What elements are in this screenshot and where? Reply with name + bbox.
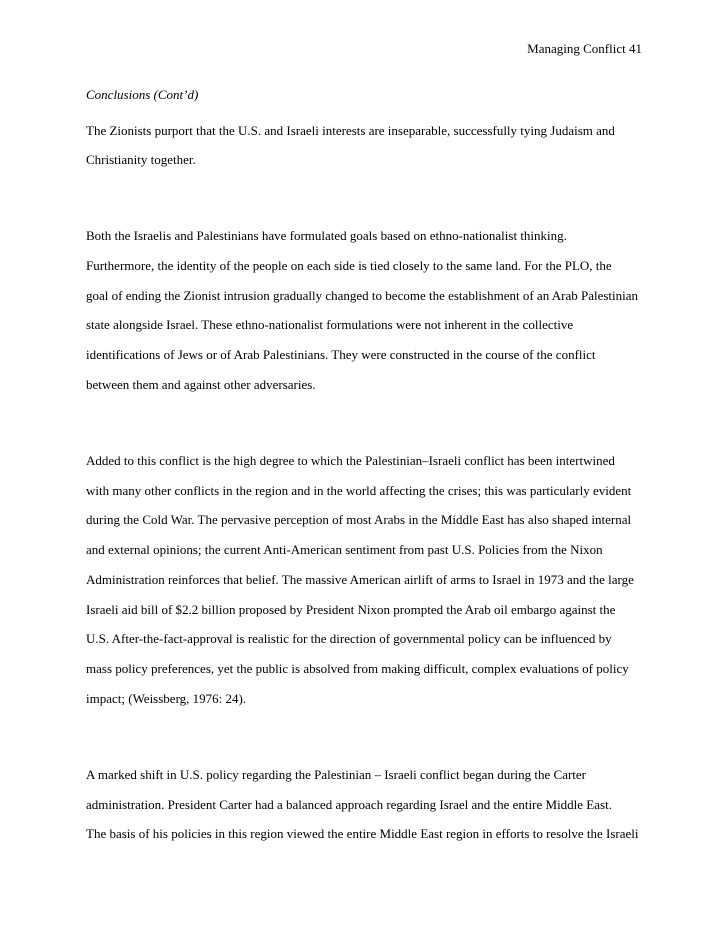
paragraph-2-line: goal of ending the Zionist intrusion gradually changed to become the establishment of an Arab Palestinian (86, 288, 639, 303)
paragraph-3-line: with many other conflicts in the region and in the world affecting the crises; this was particularly evident (86, 483, 632, 498)
paragraph-2-line: between them and against other adversaries. (86, 377, 316, 392)
paragraph-4-line: administration. President Carter had a balanced approach regarding Israel and the entire Middle East. (86, 797, 612, 812)
section-heading: Conclusions (Cont’d) (86, 87, 199, 102)
paragraph-3-line: and external opinions; the current Anti-American sentiment from past U.S. Policies from the Nixon (86, 542, 603, 557)
paragraph-2-line: identifications of Jews or of Arab Palestinians. They were constructed in the course of the conflict (86, 347, 596, 362)
running-head: Managing Conflict 41 (527, 41, 642, 56)
paragraph-3-line: U.S. After-the-fact-approval is realistic for the direction of governmental policy can be influenced by (86, 631, 612, 646)
paragraph-3-line: mass policy preferences, yet the public is absolved from making difficult, complex evaluations of policy (86, 661, 629, 676)
paragraph-3-line: Israeli aid bill of $2.2 billion proposed by President Nixon prompted the Arab oil embargo against the (86, 602, 616, 617)
paragraph-4-line: A marked shift in U.S. policy regarding the Palestinian – Israeli conflict began during the Carter (86, 767, 587, 782)
paragraph-1-line: Christianity together. (86, 152, 196, 167)
paragraph-4-line: The basis of his policies in this region viewed the entire Middle East region in efforts to resolve the Israeli (86, 826, 639, 841)
paragraph-2-line: state alongside Israel. These ethno-nationalist formulations were not inherent in the collective (86, 317, 574, 332)
paragraph-3-line: Administration reinforces that belief. The massive American airlift of arms to Israel in 1973 and the large (86, 572, 634, 587)
paragraph-3-line: impact; (Weissberg, 1976: 24). (86, 691, 247, 706)
paragraph-2-line: Both the Israelis and Palestinians have formulated goals based on ethno-nationalist thinking. (86, 228, 567, 243)
paragraph-2-line: Furthermore, the identity of the people on each side is tied closely to the same land. For the PLO, the (86, 258, 612, 273)
paragraph-3-line: during the Cold War. The pervasive perception of most Arabs in the Middle East has also shaped internal (86, 512, 632, 527)
paragraph-1-line: The Zionists purport that the U.S. and Israeli interests are inseparable, successfully tying Judaism and (86, 123, 615, 138)
paragraph-3-line: Added to this conflict is the high degree to which the Palestinian–Israeli conflict has been intertwined (86, 453, 615, 468)
